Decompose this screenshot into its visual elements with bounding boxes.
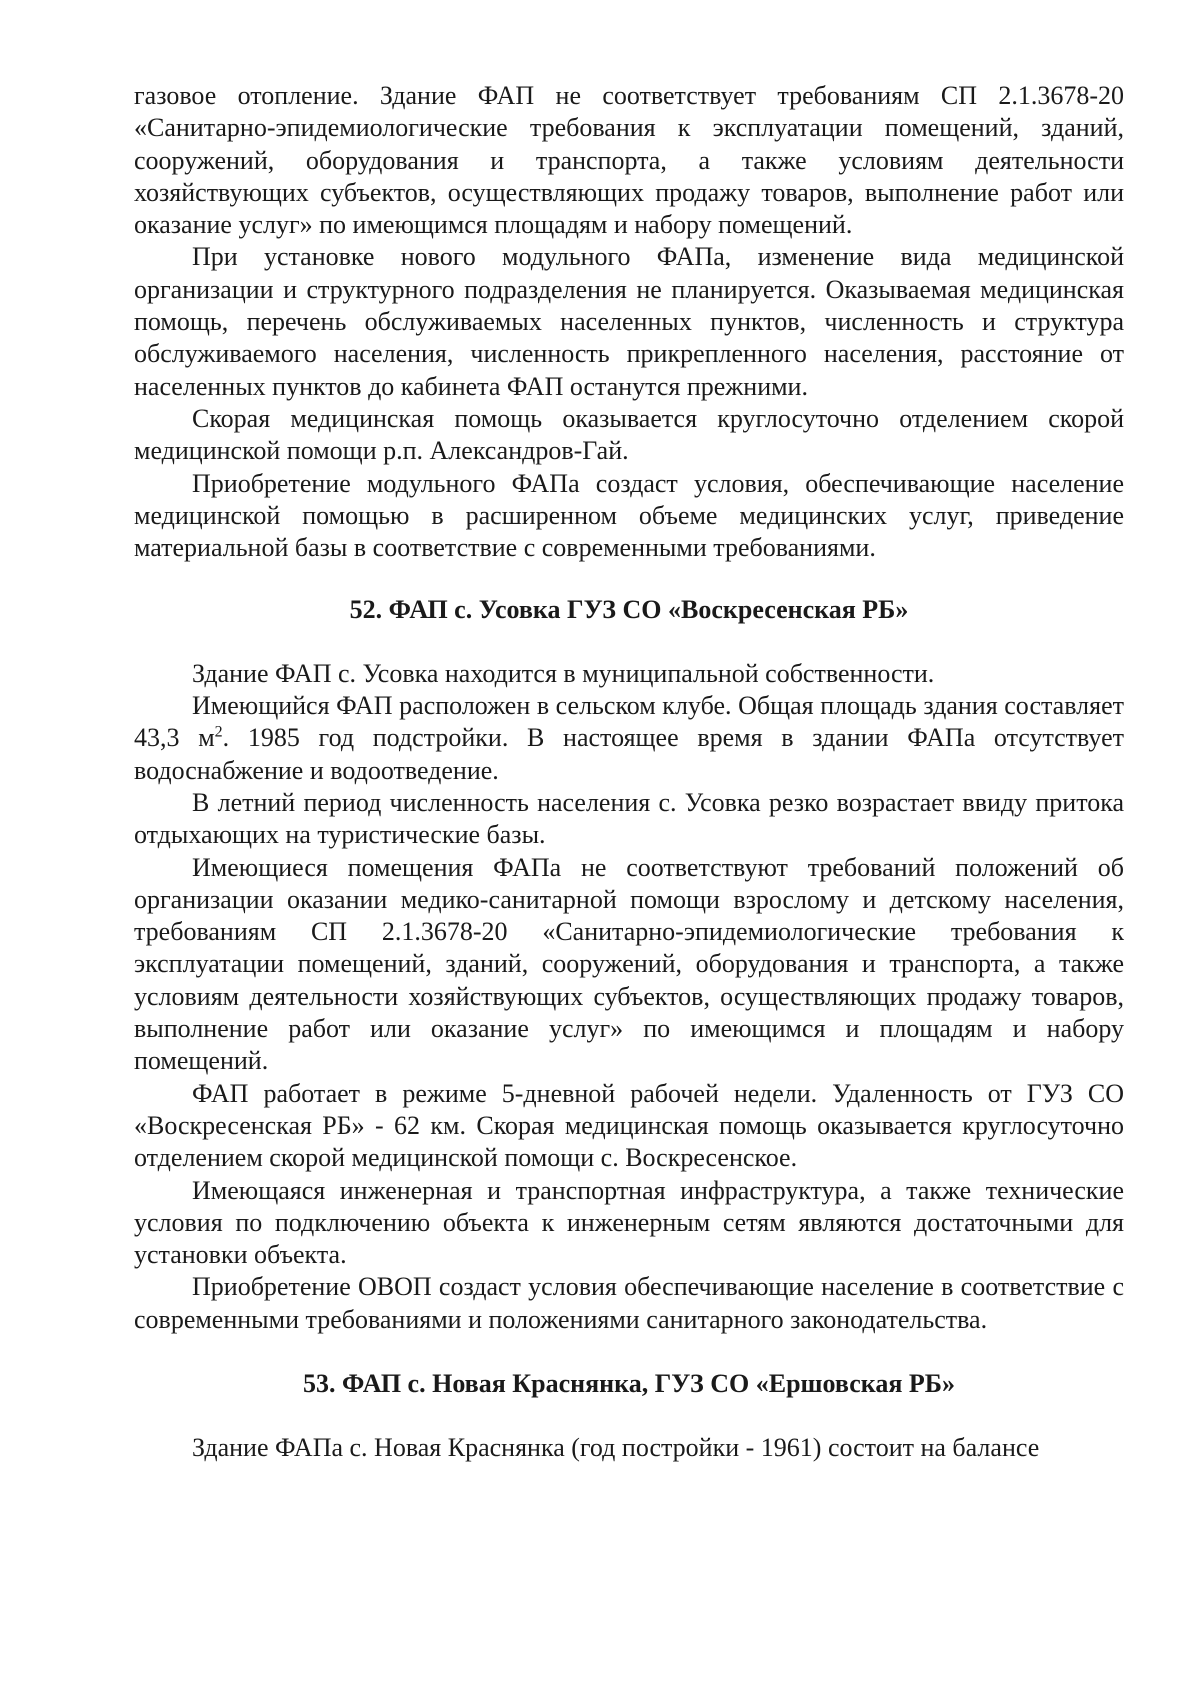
section-52-summer-population: В летний период численность населения с. Усовка резко возрастает ввиду притока отдыхающих на туристические базы. (134, 787, 1124, 850)
square-meter-superscript: 2 (214, 723, 223, 741)
document-page (134, 80, 1124, 1465)
section-52-area-text-cont: . 1985 год подстройки. В настоящее время в здании ФАПа отсутствует водоснабжение и водоотведение. (134, 723, 1124, 785)
section-53-heading: 53. ФАП с. Новая Краснянка, ГУЗ СО «Ершовская РБ» (303, 1368, 955, 1398)
section-52-infrastructure: Имеющаяся инженерная и транспортная инфраструктура, а также технические условия по подключению объекта к инженерным сетям являются достаточными для установки объекта. (134, 1175, 1124, 1270)
section-52-building-area (134, 690, 1124, 787)
section-52-area-text: Имеющийся ФАП расположен в сельском клубе. Общая площадь здания составляет 43,3 м (134, 691, 1124, 753)
paragraph-gas-heating: газовое отопление. Здание ФАП не соответствует требованиям СП 2.1.3678-20 «Санитарно-эпидемиологические требования к эксплуатации помещений, зданий, сооружений, оборудования и транспорта, а также условиям деятельности хозяйствующих субъектов, осуществляющих продажу товаров, выполнение работ или оказание услуг» по имеющимся площадям и набору помещений. (134, 81, 1124, 240)
section-52-acquisition: Приобретение ОВОП создаст условия обеспечивающие население в соответствие с современными требованиями и положениями санитарного законодательства. (134, 1272, 1124, 1334)
section-52-ownership: Здание ФАП с. Усовка находится в муниципальной собственности. (192, 658, 935, 688)
paragraph-emergency-care: Скорая медицинская помощь оказывается круглосуточно отделением скорой медицинской помощи р.п. Александров-Гай. (134, 403, 1124, 466)
section-52-heading: 52. ФАП с. Усовка ГУЗ СО «Воскресенская РБ» (349, 595, 909, 625)
section-52-work-schedule: ФАП работает в режиме 5-дневной рабочей недели. Удаленность от ГУЗ СО «Воскресенская РБ» - 62 км. Скорая медицинская помощь оказывается круглосуточно отделением скорой медицинской помощи с. Воскресенское. (134, 1078, 1124, 1173)
paragraph-modular-fap-installation: При установке нового модульного ФАПа, изменение вида медицинской организации и структурного подразделения не планируется. Оказываемая медицинская помощь, перечень обслуживаемых населенных пунктов, численность и структура обслуживаемого населения, численность прикрепленного населения, расстояние от населенных пунктов до кабинета ФАП останутся прежними. (134, 242, 1124, 401)
section-52-requirements: Имеющиеся помещения ФАПа не соответствуют требований положений об организации оказании медико-санитарной помощи взрослому и детскому населения, требованиям СП 2.1.3678-20 «Санитарно-эпидемиологические требования к эксплуатации помещений, зданий, сооружений, оборудования и транспорта, а также условиям деятельности хозяйствующих субъектов, осуществляющих продажу товаров, выполнение работ или оказание услуг» по имеющимся и площадям и набору помещений. (134, 852, 1124, 1076)
paragraph-acquisition-benefits: Приобретение модульного ФАПа создаст условия, обеспечивающие население медицинской помощью в расширенном объеме медицинских услуг, приведение материальной базы в соответствие с современными требованиями. (134, 468, 1124, 563)
section-53-building: Здание ФАПа с. Новая Краснянка (год постройки - 1961) состоит на балансе (192, 1433, 1040, 1463)
